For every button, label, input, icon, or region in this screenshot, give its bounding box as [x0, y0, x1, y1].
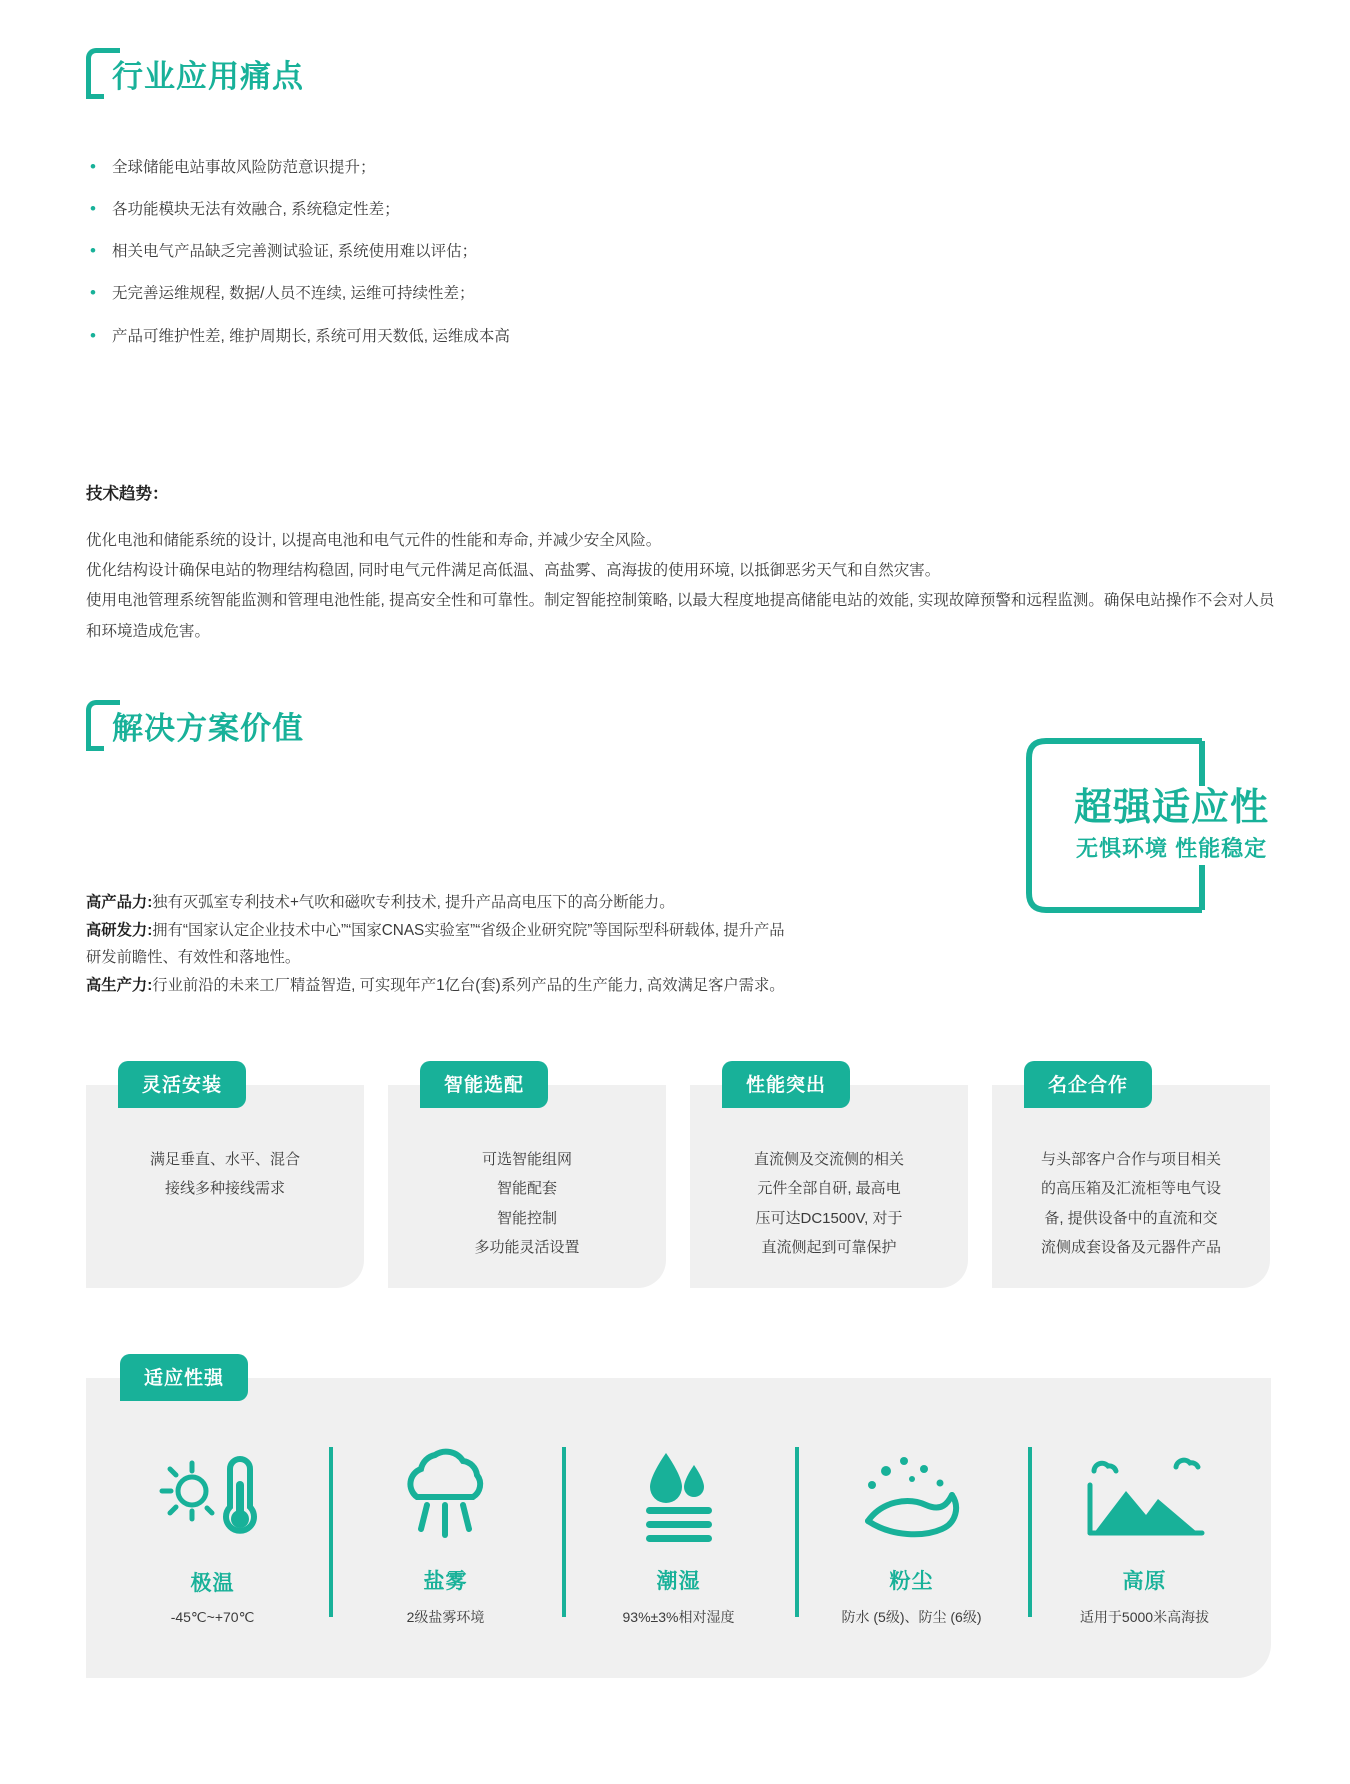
adaptability-name: 粉尘: [889, 1570, 934, 1593]
adaptability-name: 潮湿: [656, 1570, 701, 1593]
section-title: 解决方案价值: [112, 711, 304, 746]
adaptability-item: [1028, 1439, 1261, 1627]
card-line: 智能控制: [496, 1209, 557, 1227]
feature-card: [388, 1075, 666, 1288]
card-line: 直流侧及交流侧的相关: [753, 1151, 904, 1168]
adaptability-item: [562, 1439, 795, 1627]
humidity-drop-icon: [568, 1439, 789, 1551]
adaptability-name: 盐雾: [423, 1570, 468, 1593]
tech-trend-paragraph: 优化结构设计确保电站的物理结构稳固, 同时电气元件满足高低温、高盐雾、高海拔的使用环境, 以抵御恶劣天气和自然灾害。: [86, 562, 941, 580]
adaptability-item: [96, 1441, 329, 1626]
card-body: [1010, 1145, 1252, 1262]
value-label: 高研发力:: [86, 922, 153, 940]
adaptability-desc: 93%±3%相对湿度: [622, 1609, 735, 1625]
adaptability-desc: 防水 (5级)、防尘 (6级): [841, 1609, 982, 1625]
feature-card-row: [86, 1075, 1271, 1288]
tech-trend-block: [86, 480, 1286, 647]
bracket-decoration-bottom-icon: [86, 94, 104, 99]
adaptability-panel: [86, 1368, 1271, 1678]
value-line: [86, 918, 791, 971]
card-line: 直流侧起到可靠保护: [761, 1238, 897, 1256]
bracket-decoration-bottom-icon: [86, 746, 104, 751]
bracket-decoration-icon: [86, 700, 120, 750]
card-body: [406, 1145, 648, 1262]
list-item: • 无完善运维规程, 数据/人员不连续, 运维可持续性差；: [86, 284, 1186, 304]
card-line: 与头部客户合作与项目相关: [1040, 1151, 1221, 1168]
adaptability-name: 高原: [1122, 1570, 1167, 1593]
value-line: [86, 890, 791, 916]
feature-card: [690, 1075, 968, 1288]
badge-subtitle: 无惧环境 性能稳定: [1076, 836, 1268, 861]
card-title: 灵活安装: [118, 1061, 246, 1108]
card-line: 元件全部自研, 最高电: [757, 1180, 901, 1198]
card-line: 满足垂直、水平、混合: [149, 1151, 300, 1168]
card-line: 智能配套: [496, 1180, 557, 1198]
card-title: 名企合作: [1024, 1061, 1152, 1108]
card-line: 流侧成套设备及元器件产品: [1040, 1238, 1221, 1256]
adaptability-desc: -45℃~+70℃: [170, 1608, 255, 1625]
dust-particles-icon: [801, 1439, 1022, 1551]
card-body: [104, 1145, 346, 1204]
badge-title: 超强适应性: [1074, 787, 1270, 829]
list-item: • 产品可维护性差, 维护周期长, 系统可用天数低, 运维成本高: [86, 327, 1186, 347]
card-title: 性能突出: [722, 1061, 850, 1108]
adaptability-desc: 适用于5000米高海拔: [1079, 1609, 1210, 1625]
adaptability-name: 极温: [190, 1571, 235, 1595]
section-title: 行业应用痛点: [112, 59, 304, 94]
card-title: 智能选配: [420, 1061, 548, 1108]
feature-card: [86, 1075, 364, 1288]
adaptability-item: [795, 1439, 1028, 1627]
adaptability-item: [329, 1439, 562, 1627]
card-line: 压可达DC1500V, 对于: [755, 1209, 903, 1227]
tech-trend-paragraph: 使用电池管理系统智能监测和管理电池性能, 提高安全性和可靠性。制定智能控制策略, 以最大程度地提高储能电站的效能, 实现故障预警和远程监测。确保电站操作不会对人员和环境造成危害。: [86, 592, 1275, 640]
card-line: 接线多种接线需求: [164, 1180, 285, 1198]
list-item: • 全球储能电站事故风险防范意识提升；: [86, 158, 1186, 178]
adaptability-desc: 2级盐雾环境: [406, 1609, 485, 1625]
temperature-sun-icon: [102, 1441, 323, 1553]
section-heading-solution-value: [86, 700, 304, 746]
pain-point-list: [86, 158, 1186, 347]
value-text: 拥有“国家认定企业技术中心”“国家CNAS实验室”“省级企业研究院”等国际型科研载体, 提升产品研发前瞻性、有效性和落地性。: [86, 922, 785, 966]
bracket-decoration-icon: [86, 48, 120, 98]
card-body: [708, 1145, 950, 1262]
card-line: 多功能灵活设置: [474, 1238, 580, 1256]
value-label: 高产品力:: [86, 894, 153, 911]
value-text: 独有灭弧室专利技术+气吹和磁吹专利技术, 提升产品高电压下的高分断能力。: [152, 894, 675, 911]
value-line: [86, 973, 791, 999]
salt-fog-cloud-icon: [335, 1439, 556, 1551]
card-line: 的高压箱及汇流柜等电气设: [1040, 1180, 1221, 1198]
panel-title: 适应性强: [120, 1354, 248, 1401]
feature-card: [992, 1075, 1270, 1288]
tech-trend-paragraph: 优化电池和储能系统的设计, 以提高电池和电气元件的性能和寿命, 并减少安全风险。: [86, 532, 662, 549]
list-item: • 相关电气产品缺乏完善测试验证, 系统使用难以评估；: [86, 242, 1186, 262]
solution-value-text: [86, 890, 791, 1001]
value-text: 行业前沿的未来工厂精益智造, 可实现年产1亿台(套)系列产品的生产能力, 高效满足客户需求。: [152, 976, 785, 994]
card-line: 可选智能组网: [481, 1151, 572, 1168]
card-line: 备, 提供设备中的直流和交: [1044, 1209, 1218, 1227]
tech-trend-title: 技术趋势：: [86, 485, 169, 503]
value-label: 高生产力:: [86, 976, 153, 994]
list-item: • 各功能模块无法有效融合, 系统稳定性差；: [86, 200, 1186, 220]
section-heading-pain-points: [86, 48, 304, 94]
adaptability-badge: [1026, 738, 1308, 908]
mountain-plateau-icon: [1034, 1439, 1255, 1551]
